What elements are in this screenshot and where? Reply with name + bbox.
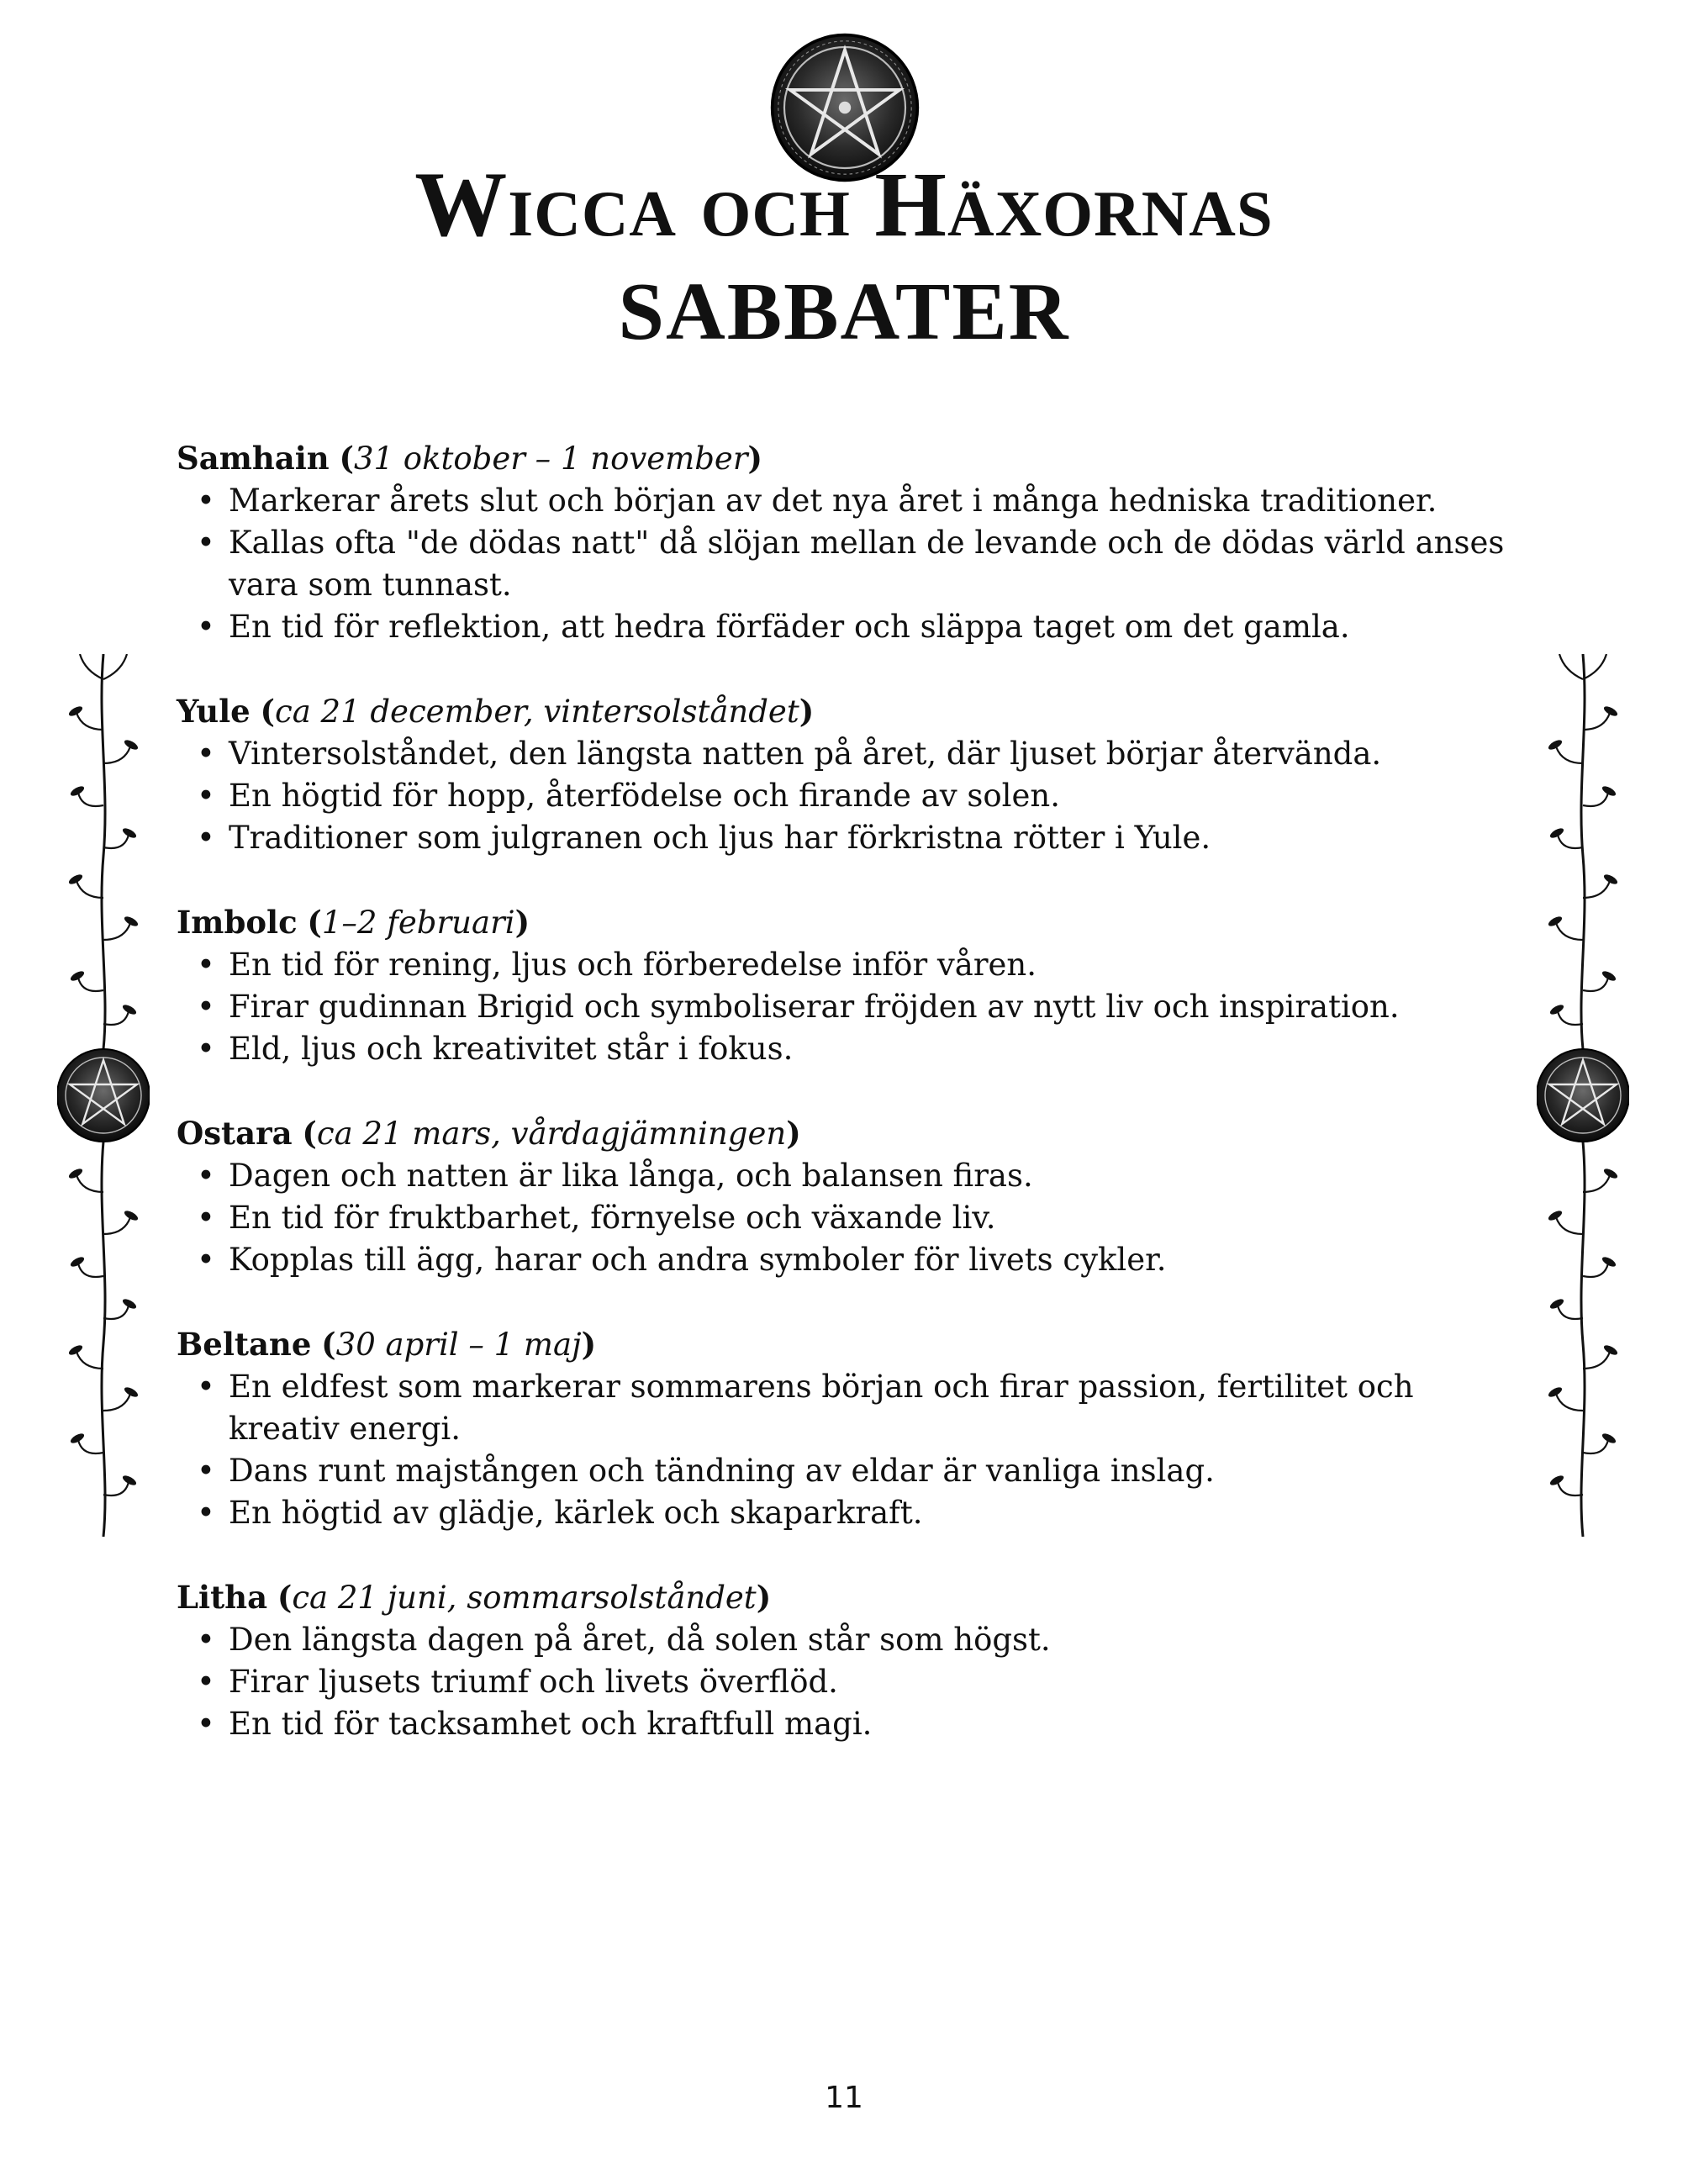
section-heading: Yule (ca 21 december, vintersolståndet): [177, 693, 815, 730]
section-heading: Beltane (30 april – 1 maj): [177, 1326, 597, 1363]
list-item: • Traditioner som julgranen och ljus har förkristna rötter i Yule.: [229, 817, 1522, 859]
bullet-list: [177, 733, 1522, 859]
list-item: • En högtid för hopp, återfödelse och firande av solen.: [229, 775, 1522, 817]
sabbat-date: ca 21 mars, vårdagjämningen: [316, 1116, 787, 1152]
bullet-list: [177, 1366, 1522, 1534]
sabbat-list: [177, 437, 1522, 1787]
list-item: • Eld, ljus och kreativitet står i fokus.: [229, 1028, 1522, 1070]
section-samhain: [177, 437, 1522, 648]
list-item: • Kopplas till ägg, harar och andra symboler för livets cykler.: [229, 1239, 1522, 1281]
sabbat-name: Litha: [177, 1579, 268, 1616]
section-heading: Imbolc (1–2 februari): [177, 904, 530, 941]
page-number: 11: [825, 2081, 863, 2115]
list-item: • Markerar årets slut och början av det nya året i många hedniska traditioner.: [229, 480, 1522, 522]
section-ostara: [177, 1112, 1522, 1281]
list-item: • Firar gudinnan Brigid och symboliserar fröjden av nytt liv och inspiration.: [229, 986, 1522, 1028]
list-item: • Den längsta dagen på året, då solen står som högst.: [229, 1619, 1522, 1661]
section-yule: [177, 690, 1522, 859]
section-heading: Litha (ca 21 juni, sommarsolståndet): [177, 1579, 772, 1616]
sabbat-name: Ostara: [177, 1115, 293, 1152]
section-heading: Samhain (31 oktober – 1 november): [177, 440, 763, 477]
section-heading: Ostara (ca 21 mars, vårdagjämningen): [177, 1115, 801, 1152]
list-item: • Dagen och natten är lika långa, och balansen firas.: [229, 1155, 1522, 1197]
sabbat-date: ca 21 december, vintersolståndet: [274, 694, 799, 730]
list-item: • Kallas ofta "de dödas natt" då slöjan mellan de levande och de dödas värld anses vara som tunnast.: [229, 522, 1522, 606]
vine-pentacle-icon: [57, 654, 150, 1537]
vine-pentacle-icon: [1537, 654, 1629, 1537]
page-title: Wicca och Häxornas: [414, 153, 1274, 256]
sabbat-date: 31 oktober – 1 november: [353, 440, 748, 477]
list-item: • Dans runt majstången och tändning av eldar är vanliga inslag.: [229, 1450, 1522, 1492]
sabbat-date: 1–2 februari: [321, 905, 515, 941]
list-item: • En tid för fruktbarhet, förnyelse och växande liv.: [229, 1197, 1522, 1239]
section-litha: [177, 1576, 1522, 1745]
bullet-list: [177, 1155, 1522, 1281]
list-item: • En tid för tacksamhet och kraftfull magi.: [229, 1703, 1522, 1745]
sabbat-name: Yule: [177, 693, 251, 730]
list-item: • Firar ljusets triumf och livets överflöd.: [229, 1661, 1522, 1703]
bullet-list: [177, 1619, 1522, 1745]
bullet-list: [177, 480, 1522, 648]
list-item: • En tid för reflektion, att hedra förfäder och släppa taget om det gamla.: [229, 606, 1522, 648]
section-imbolc: [177, 901, 1522, 1070]
list-item: • Vintersolståndet, den längsta natten på året, där ljuset börjar återvända.: [229, 733, 1522, 775]
page-subtitle: SABBATER: [618, 266, 1070, 357]
bullet-list: [177, 944, 1522, 1070]
list-item: • En högtid av glädje, kärlek och skaparkraft.: [229, 1492, 1522, 1534]
sabbat-name: Samhain: [177, 440, 330, 477]
list-item: • En eldfest som markerar sommarens början och firar passion, fertilitet och kreativ energi.: [229, 1366, 1522, 1450]
sabbat-date: ca 21 juni, sommarsolståndet: [292, 1580, 757, 1616]
sabbat-name: Imbolc: [177, 904, 298, 941]
sabbat-name: Beltane: [177, 1326, 312, 1363]
section-beltane: [177, 1323, 1522, 1534]
sabbat-date: 30 april – 1 maj: [335, 1327, 582, 1363]
list-item: • En tid för rening, ljus och förberedelse inför våren.: [229, 944, 1522, 986]
